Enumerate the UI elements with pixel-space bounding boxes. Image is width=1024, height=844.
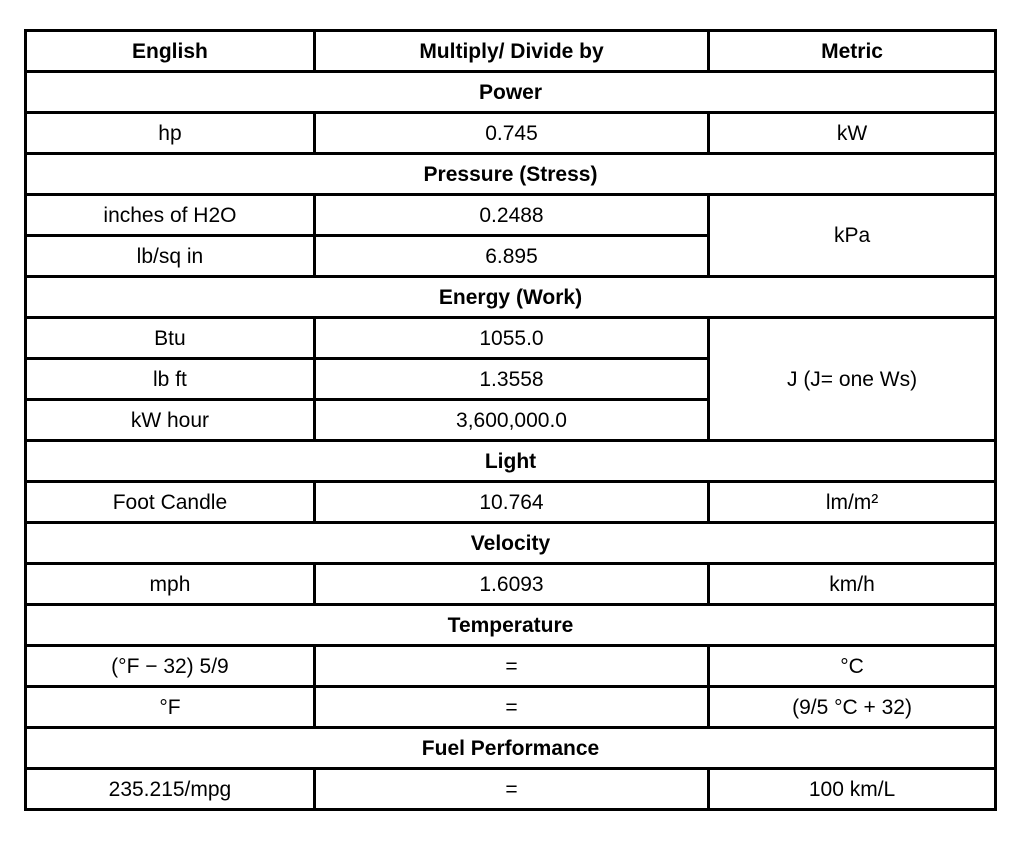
- english-cell: mph: [26, 564, 315, 605]
- metric-cell: 100 km/L: [709, 769, 996, 810]
- section-row-temperature: [26, 605, 996, 646]
- table-row: [26, 687, 996, 728]
- section-title: Pressure (Stress): [26, 154, 996, 195]
- metric-cell: J (J= one Ws): [709, 318, 996, 441]
- table-row: [26, 769, 996, 810]
- english-cell: kW hour: [26, 400, 315, 441]
- english-cell: (°F − 32) 5/9: [26, 646, 315, 687]
- factor-cell: =: [314, 687, 708, 728]
- metric-cell: °C: [709, 646, 996, 687]
- table-row: [26, 564, 996, 605]
- section-row-power: [26, 72, 996, 113]
- metric-cell: kPa: [709, 195, 996, 277]
- section-title: Energy (Work): [26, 277, 996, 318]
- metric-cell: km/h: [709, 564, 996, 605]
- english-cell: lb ft: [26, 359, 315, 400]
- table-row: [26, 318, 996, 359]
- metric-cell: kW: [709, 113, 996, 154]
- section-title: Power: [26, 72, 996, 113]
- english-cell: lb/sq in: [26, 236, 315, 277]
- header-english: English: [26, 31, 315, 72]
- factor-cell: 3,600,000.0: [314, 400, 708, 441]
- section-row-light: [26, 441, 996, 482]
- table-row: [26, 113, 996, 154]
- factor-cell: 1055.0: [314, 318, 708, 359]
- metric-cell: lm/m²: [709, 482, 996, 523]
- factor-cell: 10.764: [314, 482, 708, 523]
- section-title: Velocity: [26, 523, 996, 564]
- english-cell: Btu: [26, 318, 315, 359]
- table-row: [26, 646, 996, 687]
- header-metric: Metric: [709, 31, 996, 72]
- english-cell: inches of H2O: [26, 195, 315, 236]
- section-title: Temperature: [26, 605, 996, 646]
- section-row-fuel: [26, 728, 996, 769]
- factor-cell: =: [314, 646, 708, 687]
- header-factor: Multiply/ Divide by: [314, 31, 708, 72]
- section-title: Fuel Performance: [26, 728, 996, 769]
- table-row: [26, 482, 996, 523]
- factor-cell: 0.2488: [314, 195, 708, 236]
- conversion-table: [24, 29, 997, 811]
- section-row-velocity: [26, 523, 996, 564]
- factor-cell: =: [314, 769, 708, 810]
- factor-cell: 0.745: [314, 113, 708, 154]
- english-cell: hp: [26, 113, 315, 154]
- metric-cell: (9/5 °C + 32): [709, 687, 996, 728]
- section-row-energy: [26, 277, 996, 318]
- section-title: Light: [26, 441, 996, 482]
- factor-cell: 1.3558: [314, 359, 708, 400]
- english-cell: Foot Candle: [26, 482, 315, 523]
- header-row: [26, 31, 996, 72]
- english-cell: 235.215/mpg: [26, 769, 315, 810]
- factor-cell: 6.895: [314, 236, 708, 277]
- section-row-pressure: [26, 154, 996, 195]
- table-row: [26, 195, 996, 236]
- english-cell: °F: [26, 687, 315, 728]
- factor-cell: 1.6093: [314, 564, 708, 605]
